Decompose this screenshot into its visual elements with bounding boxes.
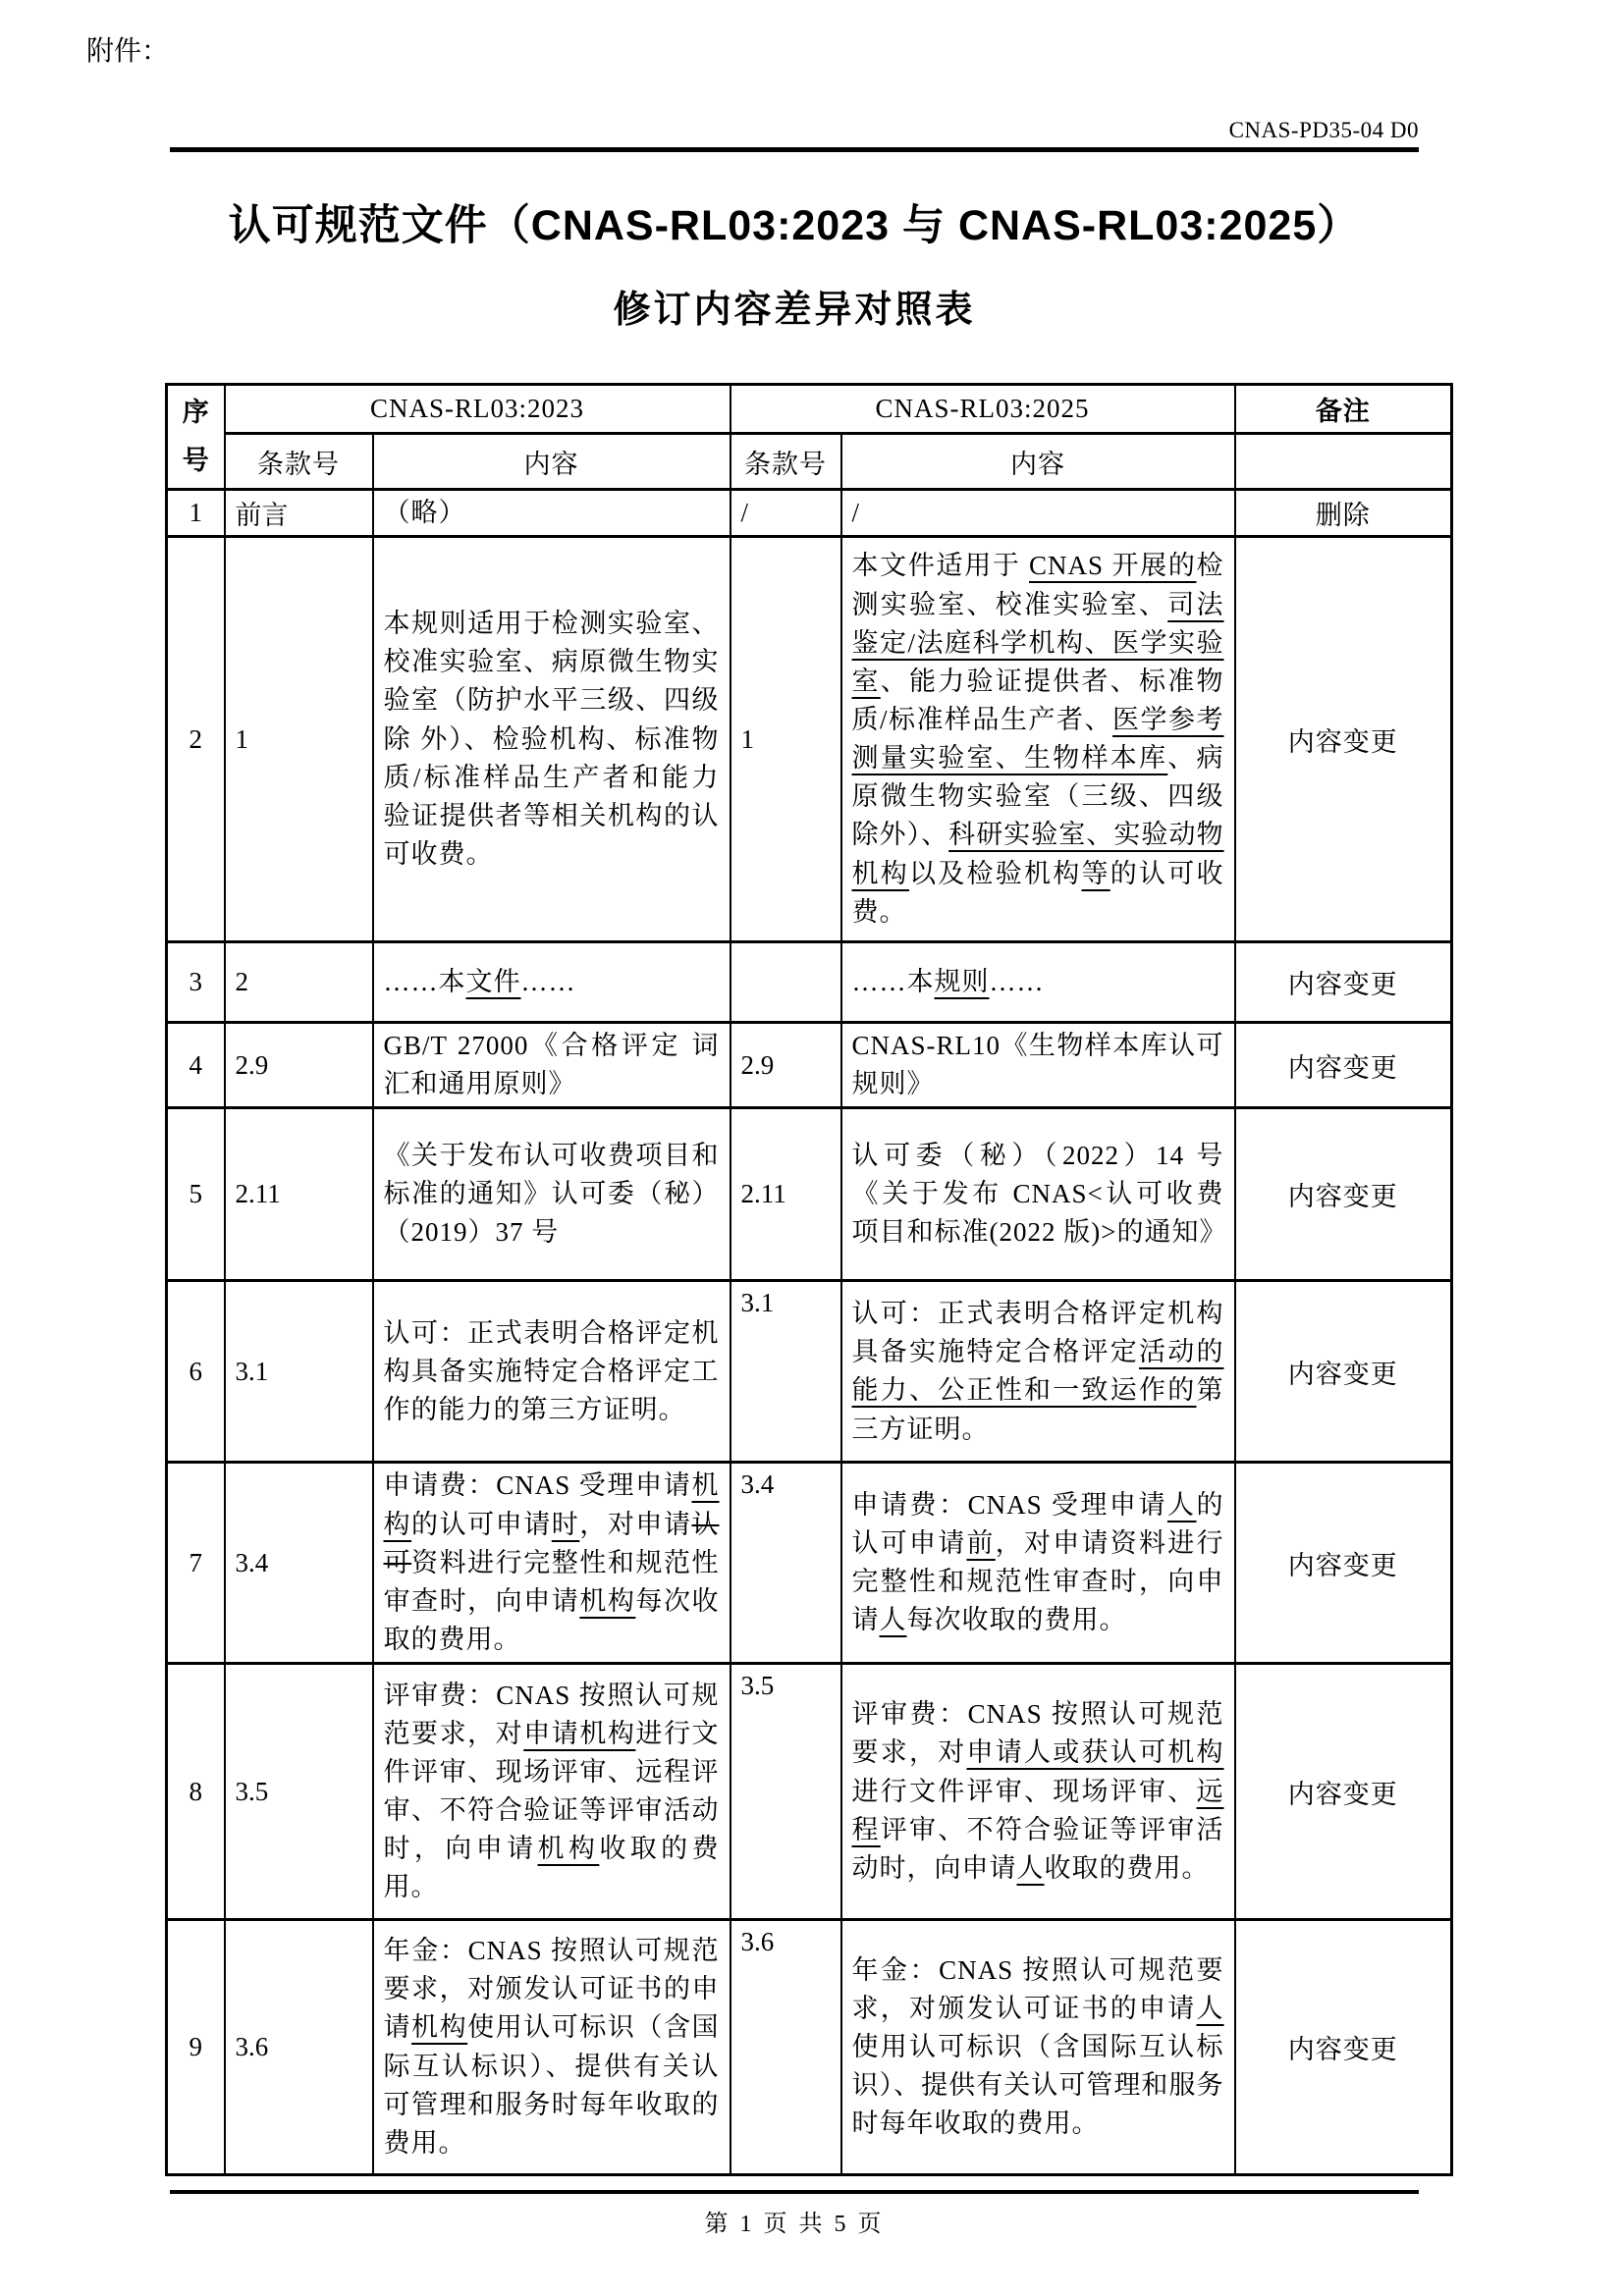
remark: 内容变更: [1235, 942, 1452, 1023]
row-seq-no: 4: [167, 1023, 225, 1108]
footer-rule: [170, 2190, 1419, 2194]
underlined-text: 机构: [537, 1834, 600, 1864]
remark: 内容变更: [1235, 1023, 1452, 1108]
content-2025: [841, 1108, 1235, 1281]
underlined-text: 机构: [579, 1585, 636, 1616]
plain-text: 认可：正式表明合格评定机构具备实施特定合格评定工作的能力的第三方证明。: [383, 1317, 720, 1424]
header-cnas-rl03-2023: CNAS-RL03:2023: [225, 385, 731, 434]
plain-text: 进行文件评审、现场评审、: [851, 1776, 1197, 1806]
row-seq-no: 6: [167, 1281, 225, 1463]
plain-text: 进行文件评审、现场评审、远程评审、不符合验证等评审活动时，向申请: [383, 1718, 720, 1864]
underlined-text: 申请机构: [523, 1718, 636, 1748]
clause-2023: 3.6: [225, 1920, 373, 2175]
content-2025: [841, 1023, 1235, 1108]
plain-text: 申请费：CNAS 受理申请: [383, 1470, 692, 1501]
clause-2023: 1: [225, 537, 373, 942]
clause-2023: 3.5: [225, 1664, 373, 1920]
content-2023: [373, 1281, 731, 1463]
header-clause-2025: 条款号: [731, 434, 841, 490]
content-2023: [373, 1664, 731, 1920]
header-remark: 备注: [1235, 385, 1452, 434]
plain-text: 申请费：CNAS 受理申请: [851, 1489, 1167, 1520]
plain-text: GB/T 27000《合格评定 词汇和通用原则》: [383, 1031, 720, 1099]
header-seq-no: 序号: [167, 385, 225, 490]
page-number: 第 1 页 共 5 页: [704, 2212, 885, 2238]
row-seq-no: 8: [167, 1664, 225, 1920]
clause-2023: 3.1: [225, 1281, 373, 1463]
plain-text: ……: [989, 967, 1045, 997]
underlined-text: 时: [551, 1509, 580, 1539]
content-2023: [373, 537, 731, 942]
clause-2023: 2.9: [225, 1023, 373, 1108]
plain-text: 的认可收费。: [851, 858, 1224, 927]
attachment-label: 附件：: [86, 36, 170, 67]
underlined-text: 规则: [934, 967, 990, 997]
underlined-text: 活动的能力、公正性和一致运作的: [851, 1337, 1224, 1406]
row-seq-no: 9: [167, 1920, 225, 2175]
content-2023: [373, 490, 731, 537]
underlined-text: 前: [966, 1528, 996, 1559]
plain-text: 认可：正式表明合格评定机构具备实施特定合格评定: [851, 1299, 1224, 1367]
plain-text: CNAS-RL10《生物样本库认可规则》: [851, 1031, 1224, 1099]
plain-text: ……: [520, 967, 576, 997]
plain-text: ，对申请资料进行完整性和规范性审查时，向申请: [851, 1528, 1224, 1635]
plain-text: ……本: [851, 967, 935, 997]
row-seq-no: 3: [167, 942, 225, 1023]
underlined-text: 医学参考测量实验室、生物样本库: [851, 705, 1224, 774]
plain-text: 评审、不符合验证等评审活动时，向申请: [851, 1814, 1224, 1883]
clause-2025: 1: [731, 537, 841, 942]
table-row: [167, 1108, 1452, 1281]
clause-2025: 3.1: [731, 1281, 841, 1463]
content-2025: [841, 490, 1235, 537]
page-title: 认可规范文件（CNAS-RL03:2023 与 CNAS-RL03:2025）: [228, 202, 1361, 249]
table-row: [167, 1920, 1452, 2175]
table-row: [167, 942, 1452, 1023]
clause-2023: 2: [225, 942, 373, 1023]
underlined-text: 远程: [851, 1776, 1224, 1844]
row-seq-no: 5: [167, 1108, 225, 1281]
table-body: [167, 490, 1452, 2175]
content-2023: [373, 942, 731, 1023]
header-content-2023: 内容: [373, 434, 731, 490]
clause-2025: 2.9: [731, 1023, 841, 1108]
underlined-text: 科研实验室、实验动物机构: [851, 820, 1224, 888]
plain-text: 以及检验机构: [909, 858, 1082, 888]
content-2025: [841, 1664, 1235, 1920]
remark: 内容变更: [1235, 1664, 1452, 1920]
row-seq-no: 2: [167, 537, 225, 942]
underlined-text: 人: [1166, 1489, 1197, 1520]
plain-text: /: [851, 498, 861, 527]
plain-text: 收取的费用。: [383, 1834, 720, 1902]
underlined-text: 等: [1081, 858, 1110, 888]
plain-text: 的认可申请: [851, 1489, 1224, 1559]
clause-2025: 2.11: [731, 1108, 841, 1281]
content-2025: [841, 1463, 1235, 1664]
clause-2023: 3.4: [225, 1463, 373, 1664]
content-2023: [373, 1023, 731, 1108]
remark: 内容变更: [1235, 1281, 1452, 1463]
clause-2025: 3.5: [731, 1664, 841, 1920]
plain-text: 资料进行完整性和规范性审查时，向申请: [383, 1547, 720, 1616]
doc-code: CNAS-PD35-04 D0: [1228, 118, 1419, 142]
row-seq-no: 1: [167, 490, 225, 537]
plain-text: 每次收取的费用。: [906, 1605, 1127, 1635]
plain-text: 、能力验证提供者、标准物质/标准样品生产者、: [851, 666, 1224, 734]
content-2023: [373, 1463, 731, 1664]
underlined-text: 人: [879, 1605, 907, 1635]
clause-2023: 前言: [225, 490, 373, 537]
table-header: [167, 385, 1452, 490]
clause-2025: 3.4: [731, 1463, 841, 1664]
underlined-text: 机构: [411, 2012, 468, 2043]
plain-text: ……本: [383, 967, 466, 997]
plain-text: 使用认可标识（含国际互认标识）、提供有关认可管理和服务时每年收取的费用。: [383, 2012, 720, 2158]
plain-text: 第三方证明。: [851, 1375, 1224, 1444]
remark: 内容变更: [1235, 537, 1452, 942]
plain-text: 年金：CNAS 按照认可规范要求，对颁发认可证书的申请: [383, 1936, 720, 2043]
table-row: [167, 537, 1452, 942]
underlined-text: 人: [1196, 1993, 1224, 2023]
plain-text: 评审费：CNAS 按照认可规范要求，对: [851, 1699, 1224, 1768]
struck-text: 认可: [383, 1509, 720, 1577]
row-seq-no: 7: [167, 1463, 225, 1664]
plain-text: （略）: [383, 498, 466, 527]
table-row: [167, 490, 1452, 537]
content-2025: [841, 1281, 1235, 1463]
content-2025: [841, 942, 1235, 1023]
plain-text: 的认可申请: [411, 1509, 552, 1539]
clause-2025: [731, 942, 841, 1023]
content-2025: [841, 1920, 1235, 2175]
plain-text: 每次收取的费用。: [383, 1585, 720, 1654]
plain-text: 收取的费用。: [1044, 1852, 1210, 1883]
header-content-2025: 内容: [841, 434, 1235, 490]
underlined-text: 人: [1016, 1852, 1045, 1883]
underlined-text: CNAS 开展的: [1029, 551, 1197, 581]
plain-text: 使用认可标识（含国际互认标识）、提供有关认可管理和服务时每年收取的费用。: [851, 2032, 1224, 2139]
plain-text: 、病原微生物实验室（三级、四级除外）、: [851, 743, 1224, 850]
clause-2025: 3.6: [731, 1920, 841, 2175]
header-cnas-rl03-2025: CNAS-RL03:2025: [731, 385, 1235, 434]
header-rule: [170, 147, 1419, 152]
plain-text: 本文件适用于: [851, 551, 1030, 581]
underlined-text: 申请人或获认可机构: [966, 1737, 1224, 1768]
underlined-text: 文件: [465, 967, 521, 997]
content-2023: [373, 1108, 731, 1281]
comparison-table: [165, 383, 1453, 2176]
page-subtitle: 修订内容差异对照表: [613, 290, 976, 331]
plain-text: 检测实验室、校准实验室、: [851, 551, 1224, 619]
header-remark-empty: [1235, 434, 1452, 490]
content-2023: [373, 1920, 731, 2175]
clause-2023: 2.11: [225, 1108, 373, 1281]
remark: 内容变更: [1235, 1463, 1452, 1664]
plain-text: 认可委（秘）（2022）14 号《关于发布 CNAS<认可收费项目和标准(2022 版)>的通知》: [851, 1141, 1227, 1248]
underlined-text: 司法鉴定/法庭科学机构、医学实验室: [851, 589, 1224, 696]
remark: 内容变更: [1235, 1108, 1452, 1281]
content-2025: [841, 537, 1235, 942]
plain-text: 《关于发布认可收费项目和标准的通知》认可委（秘）（2019）37 号: [383, 1141, 720, 1248]
plain-text: 年金：CNAS 按照认可规范要求，对颁发认可证书的申请: [851, 1954, 1224, 2023]
clause-2025: /: [731, 490, 841, 537]
remark: 删除: [1235, 490, 1452, 537]
plain-text: 本规则适用于检测实验室、校准实验室、病原微生物实验室（防护水平三级、四级除 外）、检验机构、标准物质/标准样品生产者和能力验证提供者等相关机构的认可收费。: [383, 609, 720, 869]
table-row: [167, 1281, 1452, 1463]
remark: 内容变更: [1235, 1920, 1452, 2175]
plain-text: ，对申请: [579, 1509, 692, 1539]
table-row: [167, 1463, 1452, 1664]
header-clause-2023: 条款号: [225, 434, 373, 490]
table-row: [167, 1023, 1452, 1108]
table-row: [167, 1664, 1452, 1920]
plain-text: 评审费：CNAS 按照认可规范要求，对: [383, 1680, 720, 1748]
underlined-text: 机构: [383, 1470, 720, 1539]
